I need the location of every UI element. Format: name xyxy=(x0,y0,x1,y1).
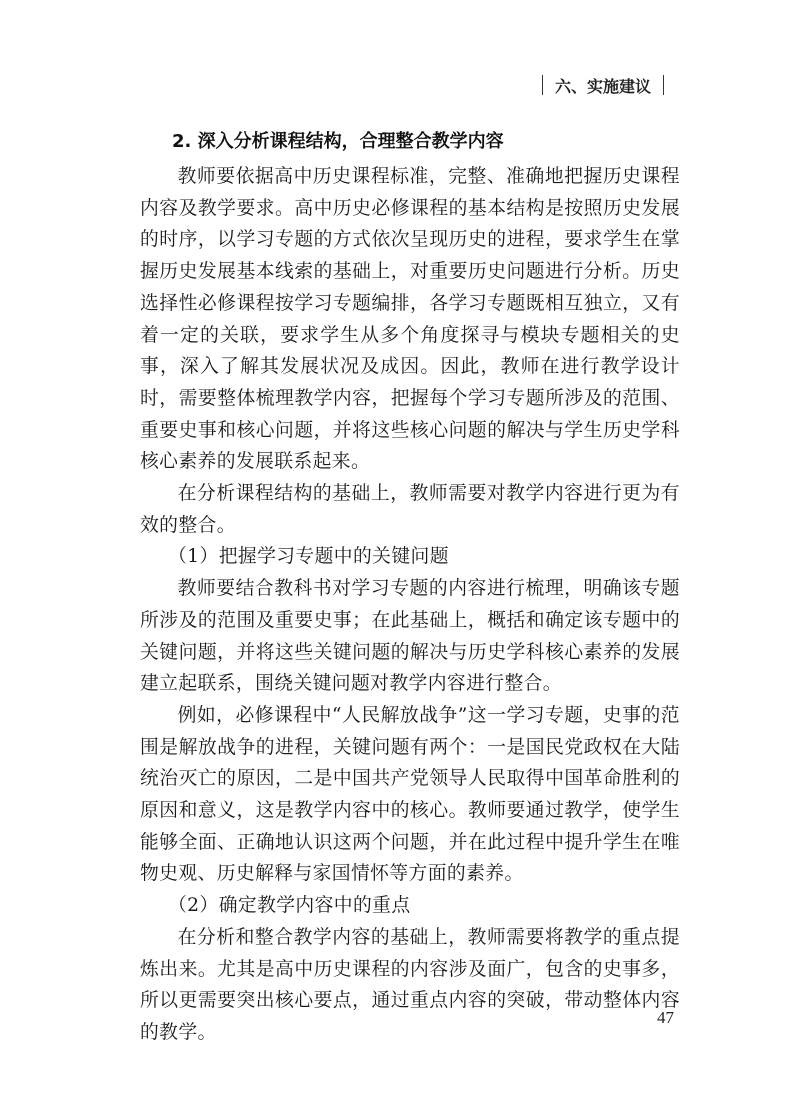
header-right-rule xyxy=(663,75,664,95)
page-number: 47 xyxy=(657,1008,674,1027)
running-header xyxy=(530,74,676,96)
subsection-heading: （1）把握学习专题中的关键问题 xyxy=(168,546,449,568)
paragraph: 例如，必修课程中“人民解放战争”这一学习专题，史事的范围是解放战争的进程，关键问题有两个：一是国民党政权在大陆统治灭亡的原因，二是中国共产党领导人民取得中国革命胜利的原因和意义，这是教学内容中的核心。教师要通过教学，使学生能够全面、正确地认识这两个问题，并在此过程中提升学生在唯物史观、历史解释与家国情怀等方面的素养。 xyxy=(140,704,680,885)
subsection-heading: （2）确定教学内容中的重点 xyxy=(168,895,411,917)
paragraph: 在分析课程结构的基础上，教师需要对教学内容进行更为有效的整合。 xyxy=(140,483,680,536)
paragraph: 教师要依据高中历史课程标准，完整、准确地把握历史课程内容及教学要求。高中历史必修课程的基本结构是按照历史发展的时序，以学习专题的方式依次呈现历史的进程，要求学生在掌握历史发展基本线索的基础上，对重要历史问题进行分析。历史选择性必修课程按学习专题编排，各学习专题既相互独立，又有着一定的关联，要求学生从多个角度探寻与模块专题相关的史事，深入了解其发展状况及成因。因此，教师在进行教学设计时，需要整体梳理教学内容，把握每个学习专题所涉及的范围、重要史事和核心问题，并将这些核心问题的解决与学生历史学科核心素养的发展联系起来。 xyxy=(140,166,680,473)
paragraph: 教师要结合教科书对学习专题的内容进行梳理，明确该专题所涉及的范围及重要史事；在此基础上，概括和确定该专题中的关键问题，并将这些关键问题的解决与历史学科核心素养的发展建立起联系，围绕关键问题对教学内容进行整合。 xyxy=(140,578,680,695)
header-left-rule xyxy=(542,75,543,95)
body-text xyxy=(140,123,680,1049)
section-heading: 2. 深入分析课程结构，合理整合教学内容 xyxy=(172,131,504,152)
running-header-title: 六、实施建议 xyxy=(554,76,651,96)
paragraph: 在分析和整合教学内容的基础上，教师需要将教学的重点提炼出来。尤其是高中历史课程的内容涉及面广，包含的史事多，所以更需要突出核心要点，通过重点内容的突破，带动整体内容的教学。 xyxy=(140,926,680,1043)
